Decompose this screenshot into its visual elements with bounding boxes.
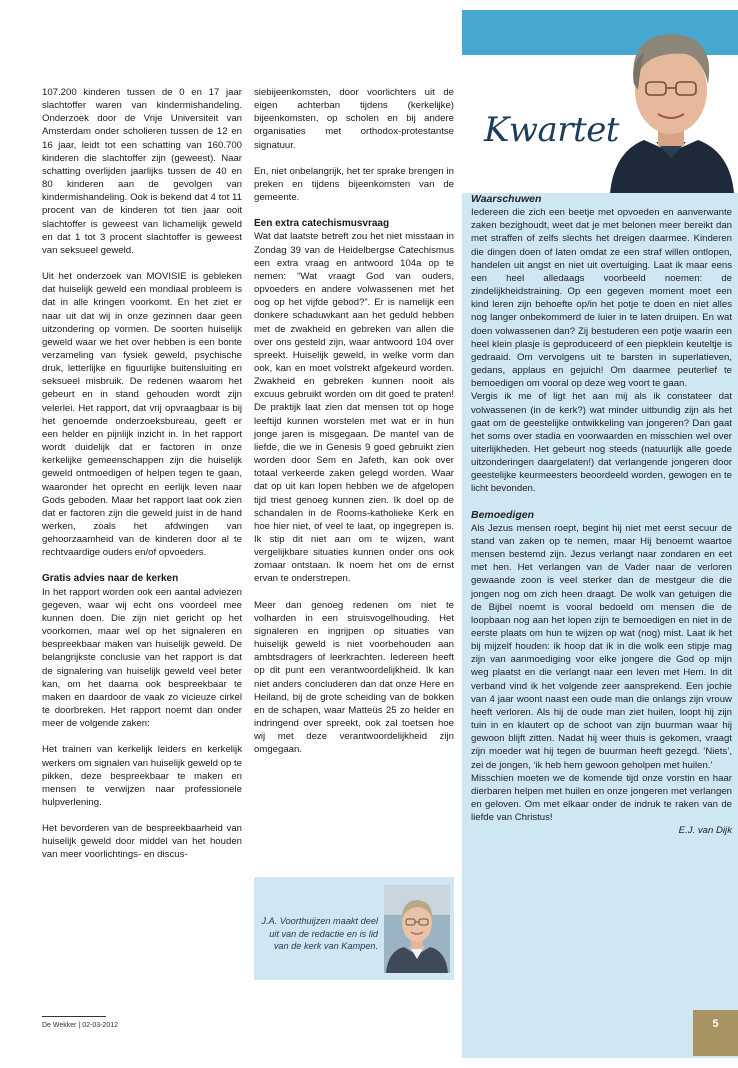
paragraph: Als Jezus mensen roept, begint hij niet met eerst secuur de stand van zaken op te nemen, maar Hij benoemt waartoe mensen bestemd zijn. Jezus verlangt naar zondaren en eet met hen. Het verlangen van de Vader naar de verloren gewaande zoon is veel sterker dan de mestgeur die die jongen nog om zich heen draagt. De wolk van getuigen die de Bijbel noemt is vooral bedoeld om mensen die de loopbaan nog aan het lopen zijn te bemoedigen en niet in de eerste plaats om hun te wijzen op wat (nog) mist. Laat ik het bij mijzelf houden: ik hoop dat ik in die wolk een stipje mag zijn van aanmoediging voor elke jongere die God op mijn weg plaatst en die verlangt naar een leven met Hem. In dit verband vind ik het volgende zeer aansprekend. Een jochie van 4 jaar woont naast een oude man die onlangs zijn vrouw heeft verloren. Als hij de oude man ziet huilen, loopt hij zijn tuin in en klautert op de schoot van zijn buurman waar hij gewoon blijft zitten. Nadat hij weer thuis is gekomen, vraagt zijn moeder wat hij tegen de buurman heeft gezegd. ‘Niets’, zei de jongen, ‘ik heb hem gewoon geholpen met huilen.’: [471, 522, 732, 771]
article-column-2: [254, 86, 454, 770]
footer-text: De Wekker | 02-03-2012: [42, 1022, 119, 1029]
sidebar-column: [471, 193, 732, 851]
paragraph: Vergis ik me of ligt het aan mij als ik constateer dat volwassenen (in de kerk?) wat minder uitbundig zijn als het gaat om de geestelijke ontwikkeling van jongeren? Dan gaat het soms over stadia en voorwaarden en misschien wel over uiterlijkheden. Het gebeurt nog steeds (natuurlijk alle goede uitzonderingen daargelaten!) dat verlangende jongeren door geestelijke keurmeesters beoordeeld worden, gewogen en te licht bevonden.: [471, 391, 732, 495]
paragraph: Iedereen die zich een beetje met opvoeden en aanverwante zaken bezighoudt, weet dat je met belonen meer bereikt dan met straffen of zelfs slechts het dreigen daarmee. Kinderen die dingen doen of laten omdat ze een straf willen ontlopen, handelen uit angst en niet uit overtuiging. Laat ik maar eens een heel alledaags voorbeeld noemen: de zindelijkheidstraining. Op een gegeven moment moet een kind leren zijn behoefte op/in het potje te doen en niet alles nog langer onbekommerd de luier in te laten druipen. En wat doen volwassenen dan? Zij bestuderen een potje waarin een heel klein plasje is geproduceerd of een piepklein keuteltje is gedraaid. Om vervolgens uit te barsten in superlatieven, gedans, applaus en gejuich! Om daarmee peuterlief te bemoedigen om vooral op deze weg voort te gaan.: [471, 207, 732, 390]
signature: E.J. van Dijk: [678, 825, 732, 837]
author-caption-box: [254, 877, 454, 980]
section-heading: Bemoedigen: [471, 508, 535, 521]
portrait-photo-icon: [604, 12, 738, 193]
paragraph: Uit het onderzoek van MOVISIE is gebleken dat huiselijk geweld een mondiaal probleem is dat in alle kringen voorkomt. En het ziet er naar uit dat wij in onze gezinnen daar geen uitzondering op vormen. De soorten huiselijk geweld waar we het over hebben is een bonte verzameling van fysiek geweld, psychische druk, letterlijke en figuurlijke buitensluiting en seksueel misbruik. De redenen waarom het gebeurt en in stand gehouden wordt zijn velerlei. Het rapport, dat vrij opvraagbaar is bij het genoemde onderzoeksbureau, geeft er een helder en pijnlijk inzicht in. In het rapport wordt duidelijk dat er factoren in onze kerkelijke gemeenschappen zijn die huiselijk geweld ontmoedigen of helpen tegen te gaan, waaronder het oprecht en eerlijk leven naar Gods geboden. Maar het rapport laat ook zien dat er factoren zijn die geweld juist in de hand werken, zoals het afdwingen van gehoorzaamheid van de kinderen door al te rechtvaardige ouders en/of opvoeders.: [42, 271, 242, 559]
section-heading: Waarschuwen: [471, 193, 542, 205]
author-caption: J.A. Voorthuijzen maakt deel uit van de redactie en is lid van de kerk van Kampen.: [261, 916, 378, 951]
page-number: 5: [712, 1018, 719, 1030]
paragraph: Het trainen van kerkelijk leiders en kerkelijk werkers om signalen van huiselijk geweld op te pikken, deze bespreekbaar te maken en mensen te verwijzen naar professionele hulpverlening.: [42, 744, 242, 808]
article-column-1: [42, 86, 242, 875]
paragraph: Wat dat laatste betreft zou het niet misstaan in Zondag 39 van de Heidelbergse Catechismus een extra vraag en antwoord 104a op te nemen: “Wat vraagt God van ouders, opvoeders en andere volwassenen met het oog op het vijfde gebod?”. Er is namelijk een donkere schaduwkant aan het geduld hebben met de zwakheid en gebreken van allen die over ons gesteld zijn, waar antwoord 104 over spreekt. Huiselijk geweld, in welke vorm dan ook, kan en moet volstrekt afgekeurd worden. Zwakheid en gebreken kunnen nooit als excuus gebruikt worden om dit goed te praten! De praktijk laat zien dat mensen tot op hoge leeftijd kunnen worstelen met wat er in hun jonge jaren is misgegaan. De mantel van de liefde, die we in Genesis 9 goed gebruikt zien worden door Sem en Jafeth, kan ook over totaal verkeerde zaken gelegd worden. Waar dat op uit kan lopen hebben we de afgelopen tijd triest genoeg kunnen zien. Ik doel op de schandalen in de Rooms-katholieke Kerk en hoe hier niet, of veel te laat, op ingegrepen is. Ik stip dit niet aan om te wijzen, want vergelijkbare situaties kunnen onder ons ook zomaar ontstaan. Ik noem het om de ernst ervan te onderstrepen.: [254, 231, 454, 585]
paragraph: In het rapport worden ook een aantal adviezen gegeven, waar wij echt ons voordeel mee kunnen doen. Die zijn niet gericht op het voorkomen, maar wel op het signaleren en bespreekbaar maken van huiselijk geweld. De belangrijkste conclusie van het rapport is dat de signalering van huiselijk geweld veel beter kan, om het daarna ook bespreekbaar te maken en daardoor de vaak zo vicieuze cirkel te doorbreken. Het rapport noemt dan onder meer de volgende zaken:: [42, 586, 242, 730]
section-heading: Een extra catechismusvraag: [254, 218, 390, 230]
paragraph: Meer dan genoeg redenen om niet te volharden in een struisvogelhouding. Het signaleren en ingrijpen op situaties van huiselijk geweld is niet voorbehouden aan ambtsdragers of leerkrachten. Iedereen heeft op dit punt een verantwoordelijkheid. Ik kan niet anders concluderen dan dat onze Here en Heiland, bij de grote scheiding van de bokken en de schapen, waar Matteüs 25 zo helder en indringend over spreekt, ook zal toetsen hoe wij met deze verantwoordelijkheid zijn omgegaan.: [254, 599, 454, 756]
page-number-box: [693, 1010, 738, 1056]
sidebar-title: Kwartet: [484, 110, 619, 150]
paragraph: Het bevorderen van de bespreekbaarheid van huiselijk geweld door middel van het houden van meer voorlichtings- en discus-: [42, 823, 242, 861]
paragraph: 107.200 kinderen tussen de 0 en 17 jaar slachtoffer waren van kindermishandeling. Onderzoek door de Vrije Universiteit van Amsterdam onder scholieren tussen de 12 en 16 jaar, leidt tot een schatting van 160.700 kinderen die slachtoffer zijn (geweest). Naar schatting overlijden jaarlijks tussen de 40 en 80 kinderen aan de gevolgen van kindermishandeling. Ook is bekend dat 4 tot 11 procent van de kinderen tot tien jaar ooit slachtoffer is geweest van lichamelijk geweld en dat 1 tot 3 procent slachtoffer is geweest van seksueel geweld.: [42, 87, 242, 256]
paragraph: siebijeenkomsten, door voorlichters uit de eigen achterban tijdens (kerkelijke) bijeenkomsten, op scholen en bij andere organisaties met orthodox-protestantse signatuur.: [254, 87, 454, 151]
footer-divider: [42, 1016, 106, 1017]
paragraph: En, niet onbelangrijk, het ter sprake brengen in preken en tijdens bijeenkomsten van de gemeente.: [254, 165, 454, 204]
paragraph: Misschien moeten we de komende tijd onze vorstin en haar dierbaren helpen met huilen en onze jongeren met verlangen en geloven. Om met elkaar onder de indruk te raken van de liefde van Christus!: [471, 772, 732, 824]
section-heading: Gratis advies naar de kerken: [42, 573, 179, 585]
author-photo-icon: [384, 885, 450, 973]
